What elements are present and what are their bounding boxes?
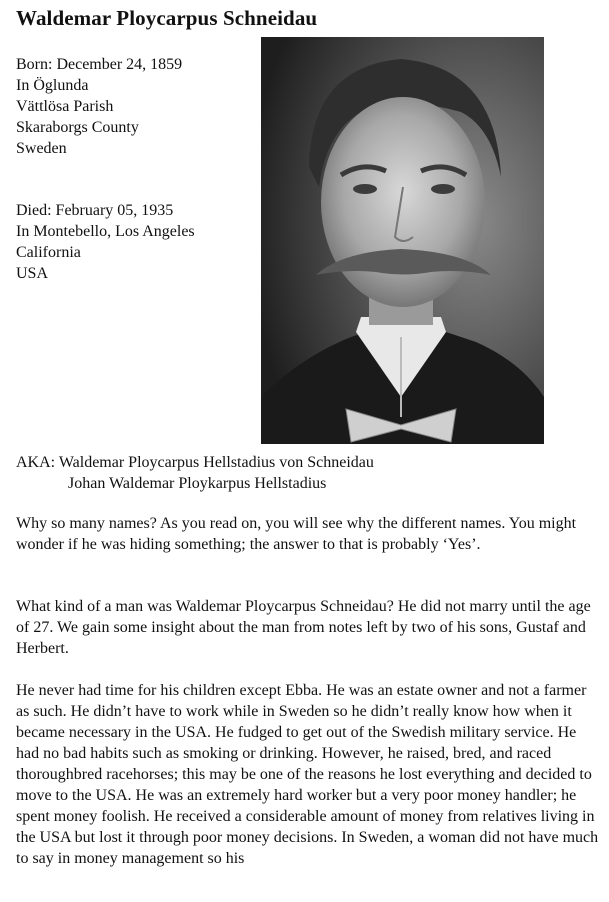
birth-place: In Öglunda — [16, 77, 89, 94]
birth-country: Sweden — [16, 140, 67, 157]
birth-date: Born: December 24, 1859 — [16, 56, 183, 73]
death-place: In Montebello, Los Angeles — [16, 223, 195, 240]
death-date: Died: February 05, 1935 — [16, 202, 174, 219]
aka-block — [16, 452, 374, 494]
paragraph-names: Why so many names? As you read on, you will see why the different names. You might wonder if he was hiding something; the answer to that is probably ‘Yes’. — [16, 515, 577, 553]
aka-name-1: AKA: Waldemar Ploycarpus Hellstadius von Schneidau — [16, 454, 374, 471]
paragraph-character: What kind of a man was Waldemar Ploycarpus Schneidau? He did not marry until the age of 27. We gain some insight about the man from notes left by two of his sons, Gustaf and Herbert. — [16, 598, 591, 657]
page-title: Waldemar Ploycarpus Schneidau — [16, 6, 318, 30]
birth-info — [16, 54, 182, 159]
death-info — [16, 200, 195, 284]
paragraph-biography: He never had time for his children except Ebba. He was an estate owner and not a farmer as such. He didn’t have to work while in Sweden so he didn’t really know how when it became necessary in the USA. He fudged to get out of the Swedish military service. He had no bad habits such as smoking or drinking. However, he raised, bred, and raced thoroughbred racehorses; this may be one of the reasons he lost everything and decided to move to the USA. He was an extremely hard worker but a very poor money handler; he spent money foolish. He received a considerable amount of money from relatives living in the USA but lost it through poor money decisions. In Sweden, a woman did not have much to say in money management so his — [16, 682, 599, 867]
birth-parish: Vättlösa Parish — [16, 98, 114, 115]
death-country: USA — [16, 265, 49, 282]
portrait-photo — [261, 37, 544, 444]
aka-name-2: Johan Waldemar Ploykarpus Hellstadius — [68, 475, 327, 492]
birth-county: Skaraborgs County — [16, 119, 139, 136]
death-state: California — [16, 244, 81, 261]
